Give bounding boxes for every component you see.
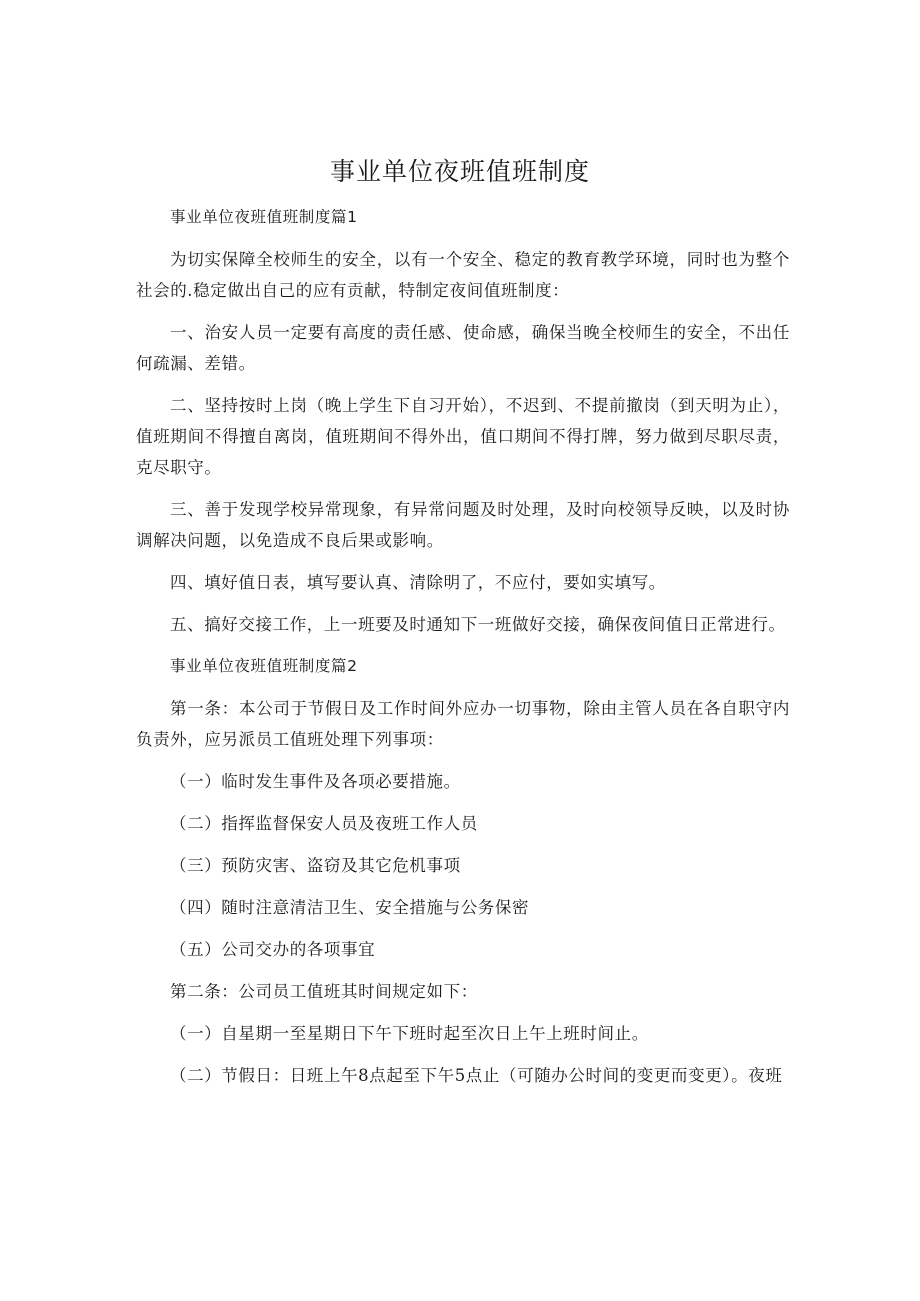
list-item: （二）节假日：日班上午8点起至下午5点止（可随办公时间的变更而变更）。夜班 [170,1066,783,1085]
paragraph: 五、搞好交接工作，上一班要及时通知下一班做好交接，确保夜间值日正常进行。 [170,615,786,634]
document-body [136,202,790,1102]
list-item: （五）公司交办的各项事宜 [170,940,376,959]
list-item: （一）自星期一至星期日下午下班时起至次日上午上班时间止。 [170,1024,649,1043]
list-item: （四）随时注意清洁卫生、安全措施与公务保密 [170,898,530,917]
paragraph: 第二条：公司员工值班其时间规定如下： [170,982,478,1001]
paragraph: 二、坚持按时上岗（晚上学生下自习开始），不迟到、不提前撤岗（到天明为止），值班期间不得擅自离岗，值班期间不得外出，值口期间不得打牌，努力做到尽职尽责，克尽职守。 [136,396,790,477]
list-item: （二）指挥监督保安人员及夜班工作人员 [170,814,478,833]
list-item: （一）临时发生事件及各项必要措施。 [170,772,461,791]
page-title: 事业单位夜班值班制度 [329,157,590,186]
list-item: （三）预防灾害、盗窃及其它危机事项 [170,856,461,875]
section-heading: 事业单位夜班值班制度篇2 [170,657,358,675]
paragraph: 四、填好值日表，填写要认真、清除明了，不应付，要如实填写。 [170,573,666,592]
paragraph: 三、善于发现学校异常现象，有异常问题及时处理，及时向校领导反映，以及时协调解决问题，以免造成不良后果或影响。 [136,500,790,550]
paragraph: 一、治安人员一定要有高度的责任感、使命感，确保当晚全校师生的安全，不出任何疏漏、差错。 [136,323,790,373]
paragraph: 第一条：本公司于节假日及工作时间外应办一切事物，除由主管人员在各自职守内负责外，应另派员工值班处理下列事项： [136,699,790,749]
section-heading: 事业单位夜班值班制度篇1 [170,208,358,226]
paragraph: 为切实保障全校师生的安全，以有一个安全、稳定的教育教学环境，同时也为整个社会的.稳定做出自己的应有贡献，特制定夜间值班制度： [136,250,790,300]
